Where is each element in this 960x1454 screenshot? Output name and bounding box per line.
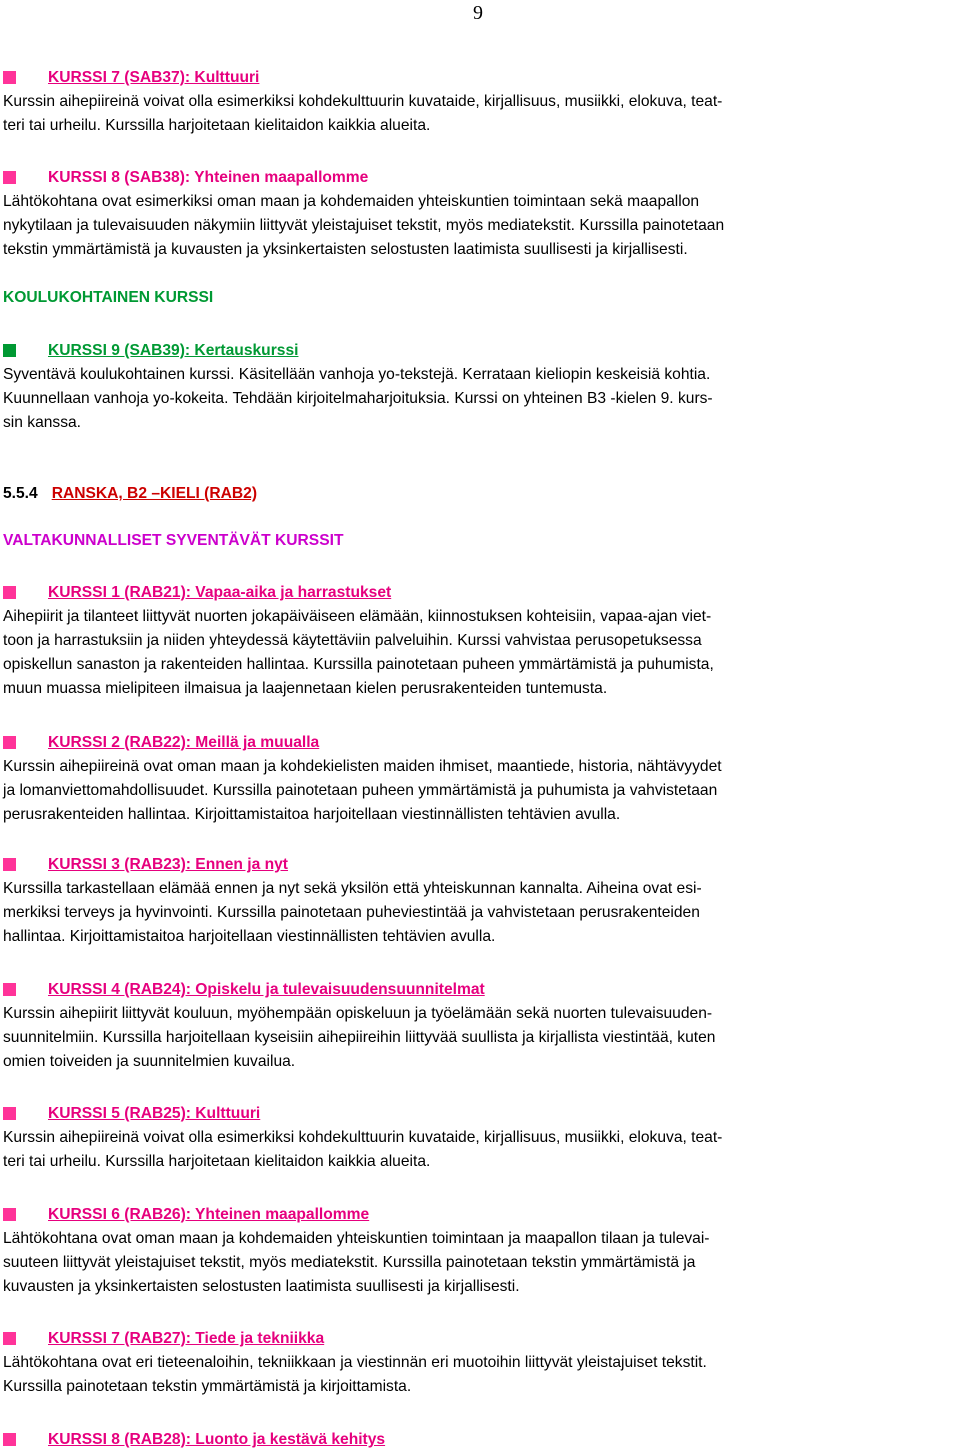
course-description [3, 190, 960, 262]
school-course-heading: KOULUKOHTAINEN KURSSI [3, 289, 214, 306]
course-heading [3, 166, 960, 190]
course-heading [3, 1428, 960, 1452]
course-title[interactable]: KURSSI 4 (RAB24): Opiskelu ja tulevaisuudensuunnitelmat [48, 981, 485, 998]
text-line: hallintaa. Kirjoittamistaitoa harjoitellaan viestinnällisten tehtävien avulla. [3, 928, 496, 945]
course-heading [3, 1327, 960, 1351]
text-line: omien toiveiden ja suunnitelmien kuvailua. [3, 1053, 296, 1070]
text-line: Lähtökohtana ovat oman maan ja kohdemaiden yhteiskuntien toimintaan ja maapallon tilaan ja tulevai- [3, 1230, 710, 1247]
course-title[interactable]: KURSSI 1 (RAB21): Vapaa-aika ja harrastukset [48, 584, 392, 601]
green-square-bullet-icon [3, 344, 16, 357]
course-heading [3, 853, 960, 877]
course-heading [3, 339, 960, 363]
advanced-courses-heading: VALTAKUNNALLISET SYVENTÄVÄT KURSSIT [3, 532, 344, 549]
course-description [3, 1351, 960, 1399]
text-line: suuteen liittyvät yleistajuiset tekstit, myös mediatekstit. Kurssilla painotetaan tekstin ymmärtämistä ja [3, 1254, 696, 1271]
course-title[interactable]: KURSSI 7 (RAB27): Tiede ja tekniikka [48, 1330, 325, 1347]
course-title[interactable]: KURSSI 7 (SAB37): Kulttuuri [48, 69, 260, 86]
section-title[interactable]: RANSKA, B2 –KIELI (RAB2) [51, 485, 258, 502]
section-heading [3, 482, 257, 506]
course-description [3, 1126, 960, 1174]
pink-square-bullet-icon [3, 1208, 16, 1221]
text-line: Kurssilla painotetaan tekstin ymmärtämistä ja kirjoittamista. [3, 1378, 412, 1395]
text-line: sin kanssa. [3, 414, 82, 431]
text-line: kuvausten ja yksinkertaisten selostusten laatimista suullisesti ja kirjallisesti. [3, 1278, 520, 1295]
text-line: ja lomanviettomahdollisuudet. Kurssilla painotetaan puheen ymmärtämistä ja puhumista ja vahvistetaan [3, 782, 718, 799]
pink-square-bullet-icon [3, 858, 16, 871]
course-sab38 [3, 166, 960, 262]
course-sab37 [3, 66, 960, 138]
course-description [3, 877, 960, 949]
course-rab23 [3, 853, 960, 949]
course-title[interactable]: KURSSI 8 (RAB28): Luonto ja kestävä kehitys [48, 1431, 386, 1448]
course-rab26 [3, 1203, 960, 1299]
course-rab21 [3, 581, 960, 701]
text-line: tekstin ymmärtämistä ja kuvausten ja yksinkertaisten selostusten laatimista suullisesti ja kirjallisesti. [3, 241, 688, 258]
course-title[interactable]: KURSSI 6 (RAB26): Yhteinen maapallomme [48, 1206, 370, 1223]
text-line: Aihepiirit ja tilanteet liittyvät nuorten jokapäiväiseen elämään, kiinnostuksen kohteisiin, vapaa-ajan viet- [3, 608, 712, 625]
text-line: opiskellun sanaston ja rakenteiden hallintaa. Kurssilla painotetaan puheen ymmärtämistä ja puhumista, [3, 656, 714, 673]
pink-square-bullet-icon [3, 1107, 16, 1120]
course-title[interactable]: KURSSI 9 (SAB39): Kertauskurssi [48, 342, 299, 359]
course-rab28 [3, 1428, 960, 1452]
pink-square-bullet-icon [3, 736, 16, 749]
pink-square-bullet-icon [3, 71, 16, 84]
course-description [3, 755, 960, 827]
text-line: teri tai urheilu. Kurssilla harjoitetaan kielitaidon kaikkia alueita. [3, 117, 431, 134]
text-line: nykytilaan ja tulevaisuuden näkymiin liittyvät yleistajuiset tekstit, myös mediatekstit. Kurssilla painotetaan [3, 217, 725, 234]
text-line: Kurssin aihepiireinä voivat olla esimerkiksi kohdekulttuurin kuvataide, kirjallisuus, musiikki, elokuva, teat- [3, 93, 723, 110]
text-line: Lähtökohtana ovat eri tieteenaloihin, tekniikkaan ja viestinnän eri muotoihin liittyvät yleistajuiset tekstit. [3, 1354, 707, 1371]
page-number: 9 [473, 2, 483, 24]
text-line: teri tai urheilu. Kurssilla harjoitetaan kielitaidon kaikkia alueita. [3, 1153, 431, 1170]
pink-square-bullet-icon [3, 1433, 16, 1446]
pink-square-bullet-icon [3, 171, 16, 184]
course-title[interactable]: KURSSI 5 (RAB25): Kulttuuri [48, 1105, 261, 1122]
text-line: Lähtökohtana ovat esimerkiksi oman maan ja kohdemaiden yhteiskuntien toimintaan sekä maapallon [3, 193, 700, 210]
course-description [3, 90, 960, 138]
course-description [3, 363, 960, 435]
course-rab27 [3, 1327, 960, 1399]
course-sab39 [3, 339, 960, 435]
text-line: muun muassa mielipiteen ilmaisua ja laajennetaan kielen perusrakenteiden tuntemusta. [3, 680, 608, 697]
text-line: toon ja harrastuksiin ja niiden yhteydessä käytettäviin palveluihin. Kurssi vahvistaa perusopetuksessa [3, 632, 702, 649]
text-line: Kurssin aihepiireinä voivat olla esimerkiksi kohdekulttuurin kuvataide, kirjallisuus, musiikki, elokuva, teat- [3, 1129, 723, 1146]
course-title[interactable]: KURSSI 2 (RAB22): Meillä ja muualla [48, 734, 320, 751]
course-rab25 [3, 1102, 960, 1174]
text-line: perusrakenteiden hallintaa. Kirjoittamistaitoa harjoitellaan viestinnällisten tehtävien avulla. [3, 806, 621, 823]
course-description [3, 605, 960, 701]
course-description [3, 1002, 960, 1074]
text-line: Syventävä koulukohtainen kurssi. Käsitellään vanhoja yo-tekstejä. Kerrataan kieliopin keskeisiä kohtia. [3, 366, 711, 383]
course-description [3, 1227, 960, 1299]
course-title[interactable]: KURSSI 3 (RAB23): Ennen ja nyt [48, 856, 289, 873]
pink-square-bullet-icon [3, 1332, 16, 1345]
course-rab24 [3, 978, 960, 1074]
text-line: Kuunnellaan vanhoja yo-kokeita. Tehdään kirjoitelmaharjoituksia. Kurssi on yhteinen B3 -kielen 9. kurs- [3, 390, 713, 407]
course-heading [3, 581, 960, 605]
text-line: suunnitelmiin. Kurssilla harjoitellaan kyseisiin aihepiireihin liittyvää suullista ja kirjallista viestintää, kuten [3, 1029, 716, 1046]
course-title: KURSSI 8 (SAB38): Yhteinen maapallomme [48, 169, 369, 186]
course-heading [3, 1203, 960, 1227]
pink-square-bullet-icon [3, 586, 16, 599]
text-line: Kurssin aihepiireinä ovat oman maan ja kohdekielisten maiden ihmiset, maantiede, historia, nähtävyydet [3, 758, 722, 775]
text-line: merkiksi terveys ja hyvinvointi. Kurssilla painotetaan puheviestintää ja vahvistetaan perusrakenteiden [3, 904, 700, 921]
pink-square-bullet-icon [3, 983, 16, 996]
course-heading [3, 731, 960, 755]
course-heading [3, 66, 960, 90]
text-line: Kurssin aihepiirit liittyvät kouluun, myöhempään opiskeluun ja työelämään sekä nuorten tulevaisuuden- [3, 1005, 713, 1022]
course-heading [3, 978, 960, 1002]
section-number: 5.5.4 [3, 485, 38, 502]
course-heading [3, 1102, 960, 1126]
course-rab22 [3, 731, 960, 827]
text-line: Kurssilla tarkastellaan elämää ennen ja nyt sekä yksilön että yhteiskunnan kannalta. Aiheina ovat esi- [3, 880, 702, 897]
